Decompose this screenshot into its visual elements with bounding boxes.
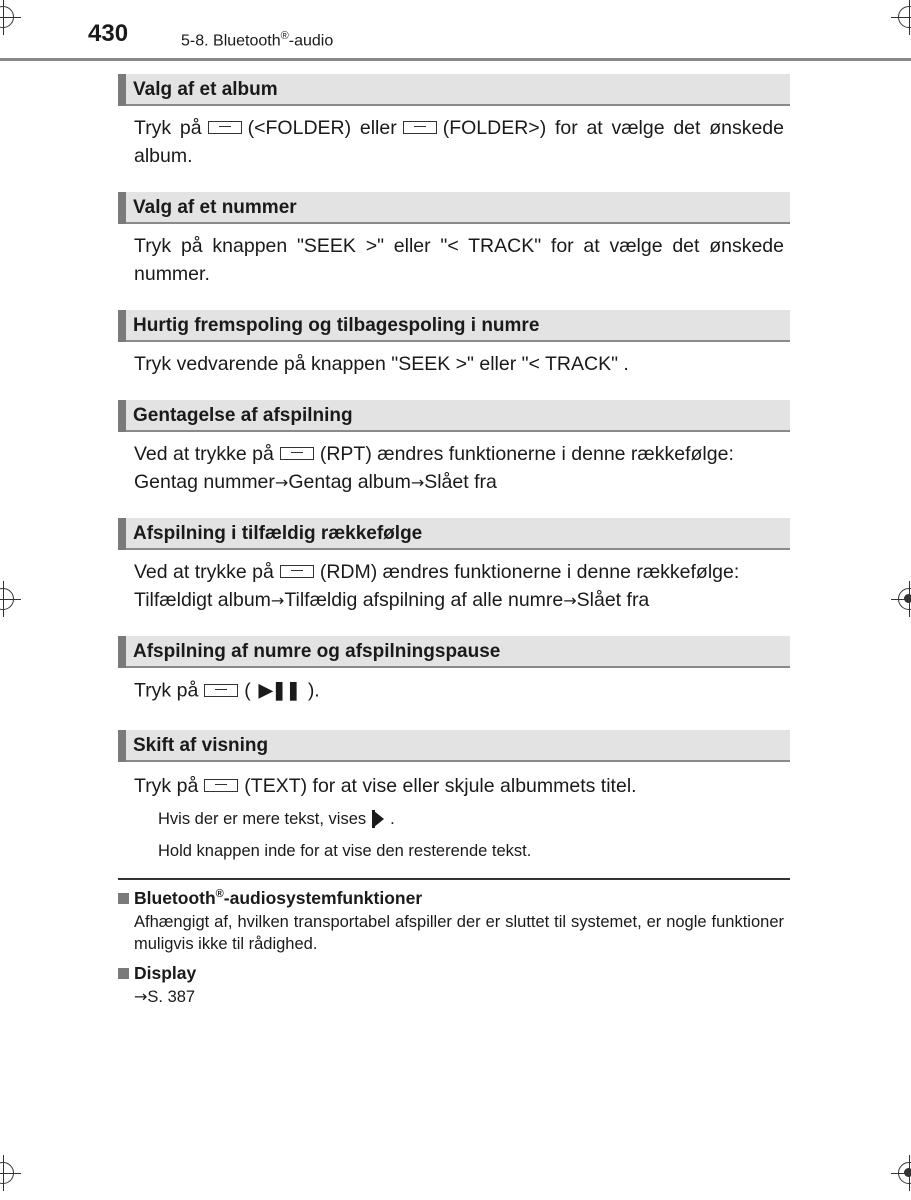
info-bluetooth-functions	[118, 888, 790, 955]
registration-mark-icon	[0, 588, 14, 610]
section-body: Tryk på ( ▶❚❚ ).	[118, 668, 790, 718]
arrow-right-icon: →	[134, 986, 148, 1006]
arrow-right-icon: →	[270, 591, 285, 610]
note-hold-button: Hold knappen inde for at vise den resterende tekst.	[158, 842, 532, 860]
info-display	[118, 963, 790, 1008]
registration-mark-icon	[0, 1162, 14, 1184]
page-number: 430	[88, 20, 129, 47]
info-heading: Bluetooth®-audiosystemfunktioner	[118, 888, 790, 909]
button-icon	[204, 779, 238, 792]
section-album-select	[118, 74, 790, 180]
section-heading: Skift af visning	[118, 730, 790, 762]
note-more-text: Hvis der er mere tekst, vises .	[158, 810, 395, 828]
page-reference: →S. 387	[134, 986, 196, 1006]
section-play-pause	[118, 636, 790, 718]
section-body: Tryk vedvarende på knappen "SEEK >" eller "< TRACK" .	[134, 353, 629, 375]
more-text-icon	[374, 811, 384, 827]
section-random-play	[118, 518, 790, 624]
info-text: Afhængigt af, hvilken transportabel afspiller der er sluttet til systemet, er nogle funktioner muligvis ikke til rådighed.	[134, 912, 784, 953]
section-fast-forward-rewind	[118, 310, 790, 388]
square-bullet-icon	[118, 893, 129, 904]
arrow-right-icon: →	[274, 473, 289, 492]
arrow-right-icon: →	[563, 591, 577, 610]
section-body: Tryk på knappen "SEEK >" eller "< TRACK" for at vælge det ønskede nummer.	[134, 235, 784, 285]
section-heading: Afspilning i tilfældig rækkefølge	[118, 518, 790, 550]
button-icon	[208, 121, 242, 134]
info-heading: Display	[118, 963, 790, 984]
page-header	[0, 0, 911, 62]
section-heading: Hurtig fremspoling og tilbagespoling i numre	[118, 310, 790, 342]
section-heading: Gentagelse af afspilning	[118, 400, 790, 432]
play-pause-icon: ▶❚❚	[258, 680, 300, 700]
header-rule	[0, 58, 911, 61]
button-icon	[280, 565, 314, 578]
section-display-switch	[118, 730, 790, 862]
square-bullet-icon	[118, 968, 129, 979]
button-icon	[280, 447, 314, 460]
section-body: Tryk på (TEXT) for at vise eller skjule albummets titel.	[134, 775, 637, 797]
registration-mark-icon	[898, 588, 911, 610]
section-track-select	[118, 192, 790, 298]
section-heading: Valg af et album	[118, 74, 790, 106]
page-content	[118, 74, 790, 1008]
section-body: Ved at trykke på (RPT) ændres funktionerne i denne rækkefølge: Gentag nummer→Gentag album→Slået fra	[134, 443, 734, 493]
chapter-title: 5-8. Bluetooth®-audio	[181, 30, 334, 50]
registration-mark-icon	[898, 1162, 911, 1184]
arrow-right-icon: →	[410, 473, 425, 492]
info-divider	[118, 878, 790, 880]
section-heading: Valg af et nummer	[118, 192, 790, 224]
section-body: Tryk på (<FOLDER) eller (FOLDER>) for at vælge det ønskede album.	[134, 117, 784, 167]
button-icon	[403, 121, 437, 134]
section-body: Ved at trykke på (RDM) ændres funktionerne i denne rækkefølge: Tilfældigt album→Tilfældig afspilning af alle numre→Slået fra	[134, 561, 740, 611]
section-repeat-play	[118, 400, 790, 506]
button-icon	[204, 684, 238, 697]
section-heading: Afspilning af numre og afspilningspause	[118, 636, 790, 668]
